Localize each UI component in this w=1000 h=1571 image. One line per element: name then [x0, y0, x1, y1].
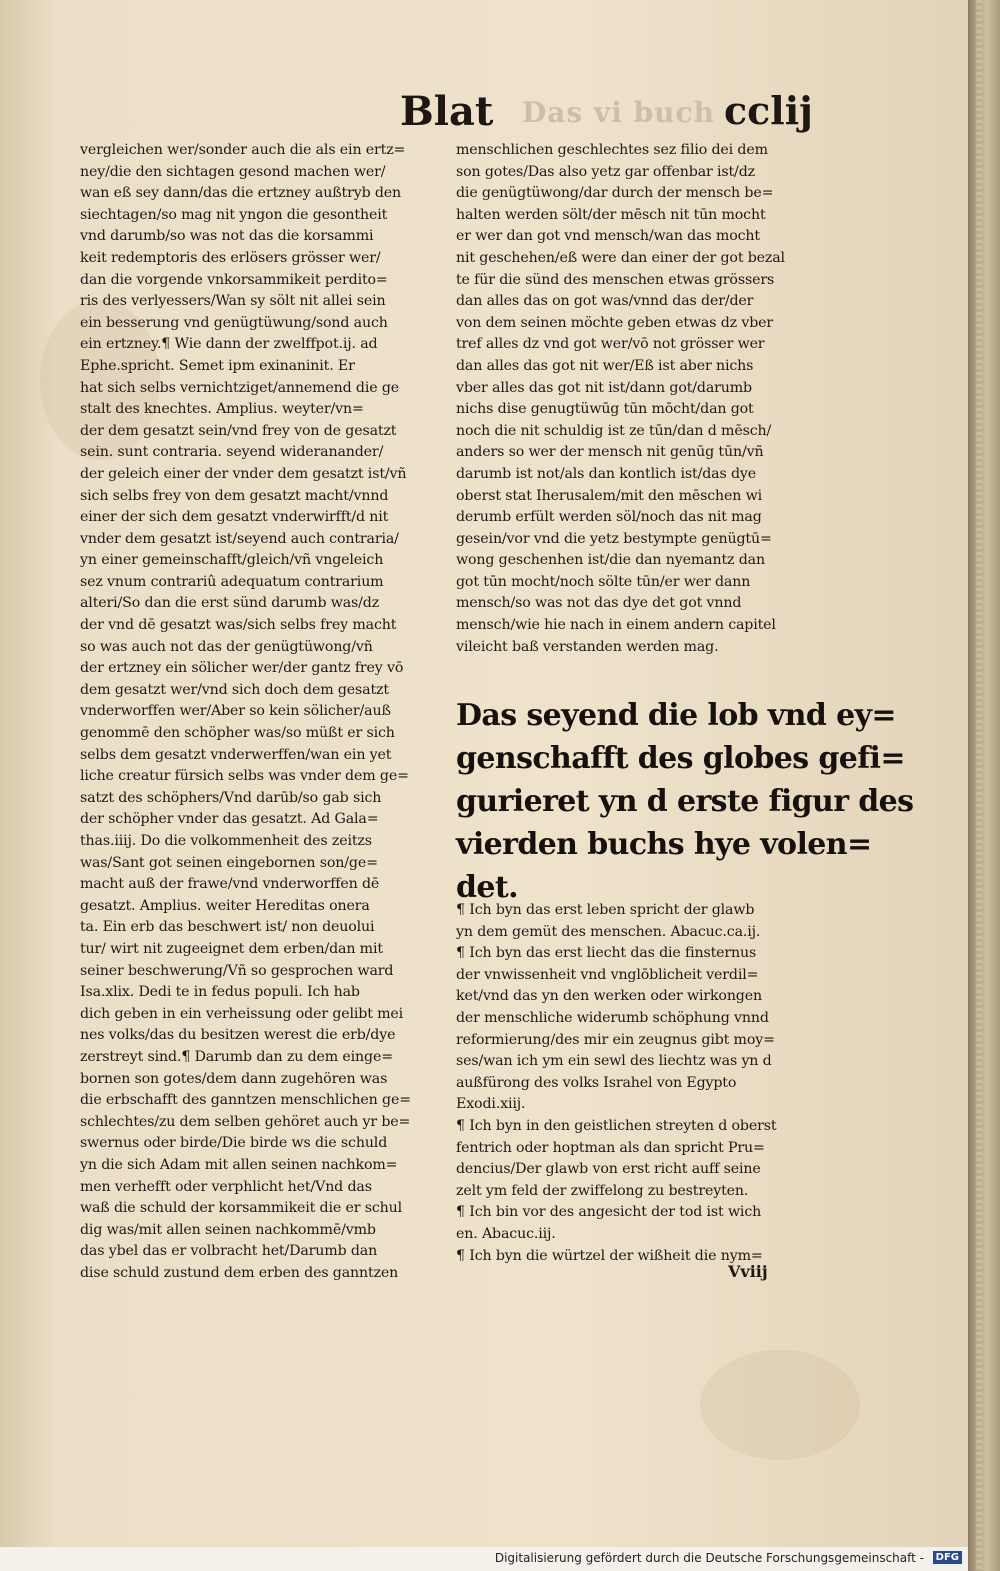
text-line: swernus oder birde/Die birde ws die schuld [80, 1135, 388, 1152]
text-line: dich geben in ein verheissung oder gelibt mei [80, 1005, 404, 1022]
text-line: men verhefft oder verphlicht het/Vnd das [80, 1178, 372, 1195]
text-line: ris des verlyessers/Wan sy sölt nit allei sein [80, 293, 386, 310]
text-line: son gotes/Das also yetz gar offenbar ist/dz [456, 163, 755, 180]
text-line: te für die sünd des menschen etwas grössers [456, 271, 775, 288]
running-head-blat: Blat [400, 88, 494, 135]
text-line: außfürong des volks Israhel von Egypto [456, 1074, 737, 1091]
heading-line: Das seyend die lob vnd ey= [456, 698, 896, 733]
text-line: dencius/Der glawb von erst richt auff seine [456, 1161, 761, 1178]
text-line: dem gesatzt wer/vnd sich doch dem gesatzt [80, 681, 389, 698]
text-line: keit redemptoris des erlösers grösser wer/ [80, 249, 381, 266]
heading-line: genschafft des globes gefi= [456, 741, 905, 776]
text-line: alteri/So dan die erst sünd darumb was/dz [80, 595, 380, 612]
text-line: ein ertzney.¶ Wie dann der zwelffpot.ij. ad [80, 336, 378, 353]
text-line: dan alles das got nit wer/Eß ist aber nichs [456, 357, 754, 374]
text-line: das ybel das er volbracht het/Darumb dan [80, 1243, 378, 1260]
signature-mark: Vviij [728, 1262, 768, 1281]
text-line: genommē den schöpher was/so müßt er sich [80, 725, 395, 742]
text-line: vnderworffen wer/Aber so kein sölicher/auß [80, 703, 391, 720]
page-edge [968, 0, 1000, 1571]
text-line: nes volks/das du besitzen werest die erb/dye [80, 1027, 396, 1044]
show-through-text: Das vi buch [522, 96, 715, 129]
text-line: noch die nit schuldig ist ze tūn/dan d mēsch/ [456, 422, 772, 439]
text-line: ¶ Ich byn in den geistlichen streyten d oberst [456, 1117, 777, 1134]
text-line: ein besserung vnd genügtüwung/sond auch [80, 314, 388, 331]
footer-bar [0, 1547, 968, 1571]
text-line: die erbschafft des ganntzen menschlichen ge= [80, 1092, 411, 1109]
text-line: der vnwissenheit vnd vnglōblicheit verdil= [456, 966, 759, 983]
text-line: sez vnum contrariû adequatum contrarium [80, 573, 384, 590]
text-line: was/Sant got seinen eingebornen son/ge= [80, 854, 378, 871]
text-line: oberst stat Iherusalem/mit den mēschen wi [456, 487, 763, 504]
text-line: nichs dise genugtüwūg tūn mōcht/dan got [456, 401, 754, 418]
paper-stain [700, 1350, 860, 1460]
text-line: er wer dan got vnd mensch/wan das mocht [456, 228, 760, 245]
text-line: Exodi.xiij. [456, 1096, 526, 1113]
text-line: mensch/wie hie nach in einem andern capitel [456, 617, 776, 634]
text-line: dan die vorgende vnkorsammikeit perdito= [80, 271, 388, 288]
text-line: fentrich oder hoptman als dan spricht Pru= [456, 1139, 765, 1156]
right-text-column-top [456, 140, 812, 658]
text-line: yn dem gemüt des menschen. Abacuc.ca.ij. [456, 923, 761, 940]
heading-line: det. [456, 870, 518, 905]
heading-line: vierden buchs hye volen= [456, 827, 872, 862]
text-line: anders so wer der mensch nit genūg tūn/vñ [456, 444, 764, 461]
text-line: got tūn mocht/noch sölte tūn/er wer dann [456, 573, 751, 590]
text-line: Ephe.spricht. Semet ipm exinaninit. Er [80, 357, 355, 374]
text-line: ¶ Ich byn die würtzel der wißheit die nym= [456, 1247, 763, 1264]
text-line: stalt des knechtes. Amplius. weyter/vn= [80, 401, 364, 418]
text-line: nit geschehen/eß were dan einer der got bezal [456, 249, 785, 266]
text-line: wan eß sey dann/das die ertzney außtryb den [80, 185, 402, 202]
text-line: bornen son gotes/dem dann zugehören was [80, 1070, 388, 1087]
text-line: der schöpher vnder das gesatzt. Ad Gala= [80, 811, 379, 828]
text-line: dig was/mit allen seinen nachkommē/vmb [80, 1221, 376, 1238]
text-line: mensch/so was not das dye det got vnnd [456, 595, 742, 612]
text-line: der dem gesatzt sein/vnd frey von de gesatzt [80, 422, 397, 439]
text-line: schlechtes/zu dem selben gehöret auch yr be= [80, 1113, 411, 1130]
text-line: dise schuld zustund dem erben des ganntzen [80, 1264, 399, 1281]
text-line: tur/ wirt nit zugeeignet dem erben/dan mit [80, 940, 383, 957]
text-line: thas.iiij. Do die volkommenheit des zeitzs [80, 833, 372, 849]
text-line: ses/wan ich ym ein sewl des liechtz was yn d [456, 1053, 772, 1070]
text-line: menschlichen geschlechtes sez filio dei dem [456, 142, 768, 158]
text-line: reformierung/des mir ein zeugnus gibt moy= [456, 1031, 775, 1048]
text-line: ket/vnd das yn den werken oder wirkongen [456, 988, 762, 1005]
text-line: von dem seinen möchte geben etwas dz vber [456, 314, 774, 331]
text-line: gesein/vor vnd die yetz bestympte genügtū= [456, 530, 772, 547]
chapter-heading [456, 694, 914, 909]
left-text-column [80, 140, 438, 1284]
text-line: macht auß der frawe/vnd vnderworffen dē [80, 876, 380, 893]
text-line: vber alles das got nit ist/dann got/darumb [456, 379, 752, 396]
footer-credit: Digitalisierung gefördert durch die Deutsche Forschungsgemeinschaft - [494, 1551, 924, 1565]
text-line: ¶ Ich byn das erst leben spricht der glawb [456, 902, 755, 918]
text-line: dan alles das on got was/vnnd das der/der [456, 293, 754, 310]
text-line: darumb ist not/als dan kontlich ist/das dye [456, 465, 756, 482]
right-text-column-bottom [456, 900, 812, 1267]
text-line: zerstreyt sind.¶ Darumb dan zu dem einge= [80, 1048, 393, 1065]
text-line: vileicht baß verstanden werden mag. [456, 638, 719, 655]
folio-number: cclij [724, 88, 813, 133]
text-line: satzt des schöphers/Vnd darūb/so gab sich [80, 789, 382, 806]
text-line: hat sich selbs vernichtziget/annemend die ge [80, 379, 400, 396]
text-line: ta. Ein erb das beschwert ist/ non deuolui [80, 919, 375, 936]
text-line: yn die sich Adam mit allen seinen nachkom= [80, 1156, 398, 1173]
text-line: liche creatur fürsich selbs was vnder dem ge= [80, 768, 409, 785]
text-line: einer der sich dem gesatzt vnderwirfft/d nit [80, 509, 389, 526]
text-line: ney/die den sichtagen gesond machen wer/ [80, 163, 386, 180]
text-line: waß die schuld der korsammikeit die er schul [80, 1200, 403, 1217]
text-line: Isa.xlix. Dedi te in fedus populi. Ich hab [80, 984, 360, 1001]
text-line: die genügtüwong/dar durch der mensch be= [456, 185, 774, 202]
heading-line: gurieret yn d erste figur des [456, 784, 914, 819]
text-line: der vnd dē gesatzt was/sich selbs frey macht [80, 617, 397, 634]
text-line: vergleichen wer/sonder auch die als ein ertz= [80, 142, 406, 158]
page-edge-stack [976, 0, 982, 1571]
text-line: vnder dem gesatzt ist/seyend auch contraria/ [80, 530, 399, 547]
text-line: tref alles dz vnd got wer/vō not grösser wer [456, 336, 765, 353]
text-line: so was auch not das der genügtüwong/vñ [80, 638, 373, 655]
text-line: der menschliche widerumb schöphung vnnd [456, 1009, 769, 1026]
text-line: der geleich einer der vnder dem gesatzt ist/vñ [80, 465, 407, 482]
text-line: vnd darumb/so was not das die korsammi [80, 228, 374, 245]
text-line: selbs dem gesatzt vnderwerffen/wan ein yet [80, 746, 392, 763]
text-line: halten werden sölt/der mēsch nit tūn mocht [456, 206, 766, 223]
dfg-logo: DFG [933, 1551, 962, 1564]
text-line: ¶ Ich byn das erst liecht das die finsternus [456, 945, 757, 962]
text-line: wong geschenhen ist/die dan nyemantz dan [456, 552, 765, 569]
text-line: siechtagen/so mag nit yngon die gesontheit [80, 206, 388, 223]
text-line: sein. sunt contraria. seyend wideranander/ [80, 444, 384, 461]
text-line: zelt ym feld der zwiffelong zu bestreyten. [456, 1182, 749, 1199]
text-line: ¶ Ich bin vor des angesicht der tod ist wich [456, 1204, 762, 1221]
text-line: gesatzt. Amplius. weiter Hereditas onera [80, 897, 370, 914]
text-line: derumb erfült werden söl/noch das nit mag [456, 509, 762, 526]
text-line: der ertzney ein sölicher wer/der gantz frey vō [80, 660, 404, 677]
text-line: yn einer gemeinschafft/gleich/vñ vngeleich [80, 552, 384, 569]
text-line: en. Abacuc.iij. [456, 1225, 556, 1242]
text-line: seiner beschwerung/Vñ so gesprochen ward [80, 962, 394, 979]
text-line: sich selbs frey von dem gesatzt macht/vnnd [80, 487, 389, 504]
